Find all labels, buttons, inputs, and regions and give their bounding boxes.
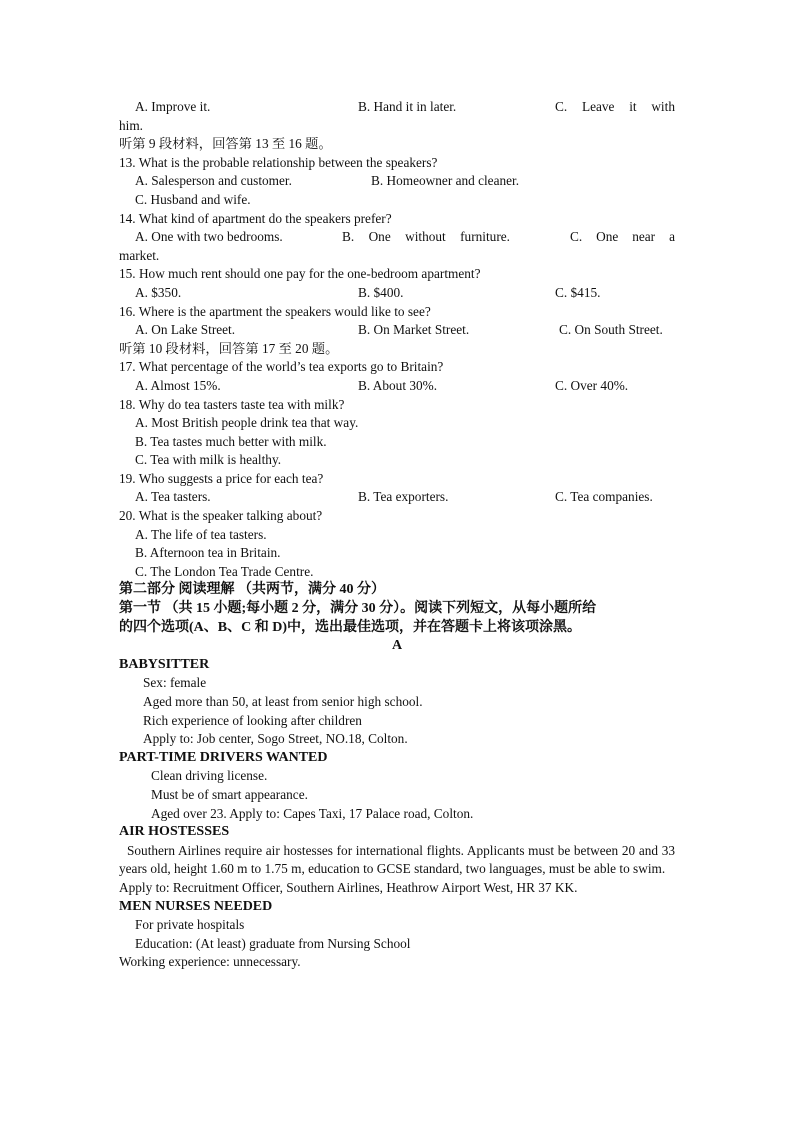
question-18: 18. Why do tea tasters taste tea with milk? — [119, 396, 345, 412]
option-a: A. The life of tea tasters. — [135, 526, 267, 542]
question-13: 13. What is the probable relationship between the speakers? — [119, 154, 438, 170]
option-a: A. Tea tasters. — [135, 489, 211, 505]
ad-line: Aged more than 50, at least from senior high school. — [143, 694, 423, 709]
option-c: C. Husband and wife. — [135, 191, 251, 207]
section-one-instruction-2: 的四个选项(A、B、C 和 D)中，选出最佳选项，并在答题卡上将该项涂黑。 — [119, 619, 581, 635]
option-b: B. Tea tastes much better with milk. — [135, 433, 327, 449]
ad-line: Must be of smart appearance. — [151, 786, 308, 802]
question-20: 20. What is the speaker talking about? — [119, 508, 323, 524]
option-row — [119, 284, 675, 303]
option-a: A. $350. — [135, 284, 182, 300]
option-c: C. $415. — [555, 284, 601, 300]
passage-label: A — [391, 638, 403, 654]
section-heading-10: 听第 10 段材料，回答第 17 至 20 题。 — [119, 340, 339, 356]
option-b: B. About 30%. — [358, 377, 438, 393]
ad-title-babysitter: BABYSITTER — [119, 656, 210, 672]
option-c: C. Leave it with — [555, 99, 675, 114]
option-a: A. One with two bedrooms. — [135, 229, 283, 245]
option-b: B. Homeowner and cleaner. — [371, 173, 520, 189]
option-a: A. Almost 15%. — [135, 377, 221, 393]
ad-paragraph: Apply to: Recruitment Officer, Southern Airlines, Heathrow Airport West, HR 37 KK. — [119, 879, 578, 895]
part-two-heading: 第二部分 阅读理解 （共两节，满分 40 分） — [119, 582, 385, 598]
ad-line: Sex: female — [143, 675, 207, 691]
section-one-instruction-1: 第一节 （共 15 小题;每小题 2 分，满分 30 分）。阅读下列短文，从每小题所给 — [119, 601, 597, 617]
question-16: 16. Where is the apartment the speakers would like to see? — [119, 303, 431, 319]
ad-title-air-hostesses: AIR HOSTESSES — [119, 824, 230, 840]
option-c: C. Over 40%. — [555, 377, 629, 393]
option-continuation: market. — [119, 247, 160, 263]
option-a: A. On Lake Street. — [135, 322, 236, 338]
option-a: A. Improve it. — [135, 99, 211, 114]
option-c: C. Tea companies. — [555, 489, 653, 505]
option-a: A. Salesperson and customer. — [135, 173, 292, 189]
option-c: C. Tea with milk is healthy. — [135, 452, 282, 468]
option-b: B. On Market Street. — [358, 322, 470, 338]
option-c: C. The London Tea Trade Centre. — [135, 563, 314, 579]
option-row — [119, 98, 675, 117]
option-continuation: him. — [119, 117, 144, 133]
option-row — [119, 228, 675, 247]
ad-line: Aged over 23. Apply to: Capes Taxi, 17 Palace road, Colton. — [151, 805, 474, 821]
option-c: C. On South Street. — [559, 322, 663, 338]
option-c: C. One near a — [570, 229, 675, 245]
ad-title-drivers: PART-TIME DRIVERS WANTED — [119, 749, 328, 765]
ad-title-nurses: MEN NURSES NEEDED — [119, 898, 273, 914]
option-b: B. $400. — [358, 284, 404, 300]
option-b: B. Afternoon tea in Britain. — [135, 545, 281, 561]
section-heading-9: 听第 9 段材料，回答第 13 至 16 题。 — [119, 136, 332, 152]
ad-line: Rich experience of looking after children — [143, 712, 362, 728]
question-14: 14. What kind of apartment do the speakers prefer? — [119, 210, 392, 226]
option-row — [119, 172, 675, 191]
ad-line: Clean driving license. — [151, 768, 268, 784]
option-b: B. One without furniture. — [342, 229, 510, 245]
question-19: 19. Who suggests a price for each tea? — [119, 470, 324, 486]
ad-paragraph: Southern Airlines require air hostesses for international flights. Applicants must be between 20 and 33 years old, height 1.60 m to 1.75 m, education to GCSE standard, two languages, must be able to swim. — [119, 842, 675, 877]
ad-line: Education: (At least) graduate from Nursing School — [135, 935, 411, 951]
question-17: 17. What percentage of the world’s tea exports go to Britain? — [119, 359, 444, 375]
ad-line: Apply to: Job center, Sogo Street, NO.18, Colton. — [143, 731, 408, 747]
option-b: B. Tea exporters. — [358, 489, 449, 505]
ad-line: Working experience: unnecessary. — [119, 954, 301, 970]
option-row — [119, 321, 675, 340]
exam-page — [119, 98, 675, 972]
ad-line: For private hospitals — [135, 917, 245, 933]
option-row — [119, 488, 675, 507]
option-row — [119, 377, 675, 396]
option-a: A. Most British people drink tea that way. — [135, 415, 359, 431]
option-b: B. Hand it in later. — [358, 99, 457, 114]
question-15: 15. How much rent should one pay for the one-bedroom apartment? — [119, 266, 481, 282]
